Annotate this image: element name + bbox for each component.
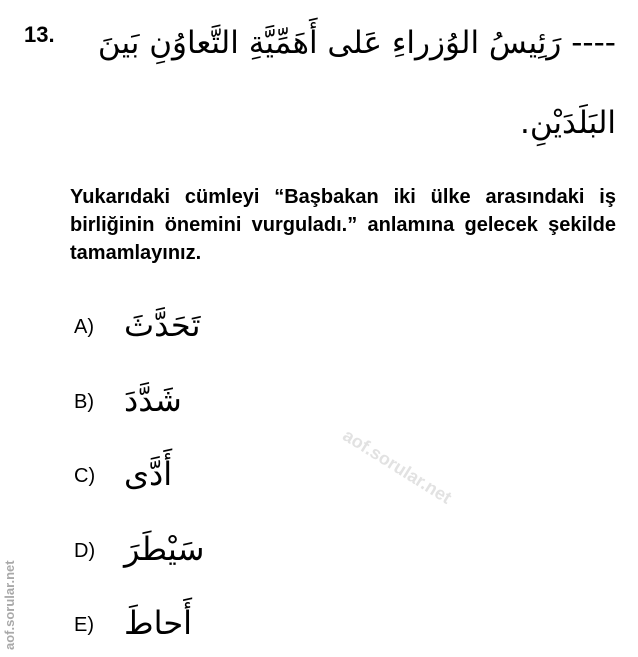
option-arabic-text: أَدَّى — [124, 455, 173, 493]
option-letter: E) — [74, 614, 94, 636]
option-b[interactable] — [74, 381, 274, 431]
option-e[interactable] — [74, 604, 274, 654]
option-c[interactable] — [74, 455, 274, 505]
option-arabic-text: سَيْطَرَ — [124, 530, 205, 568]
option-letter: C) — [74, 465, 96, 487]
option-arabic-text: أَحاطَ — [124, 604, 193, 642]
option-letter: B) — [74, 391, 94, 413]
question-instruction: Yukarıdaki cümleyi “Başbakan iki ülke arasındaki iş birliğinin önemini vurguladı.” anlamına gelecek şekilde tamamlayınız. — [70, 186, 616, 264]
question-arabic-line-2: البَلَدَيْنِ. — [519, 105, 616, 141]
option-arabic-text: شَدَّدَ — [124, 381, 182, 419]
option-letter: A) — [74, 316, 94, 338]
option-letter: D) — [74, 540, 96, 562]
option-d[interactable] — [74, 530, 274, 580]
watermark-diagonal: aof.sorular.net — [339, 425, 456, 508]
option-arabic-text: تَحَدَّثَ — [124, 306, 201, 344]
question-number: 13. — [24, 22, 55, 47]
watermark-side: aof.sorular.net — [2, 560, 17, 650]
question-arabic-line-1: ---- رَئِيسُ الوُزراءِ عَلى أَهَمِّيَّةِ التَّعاوُنِ بَينَ — [97, 25, 616, 61]
option-a[interactable] — [74, 306, 274, 356]
